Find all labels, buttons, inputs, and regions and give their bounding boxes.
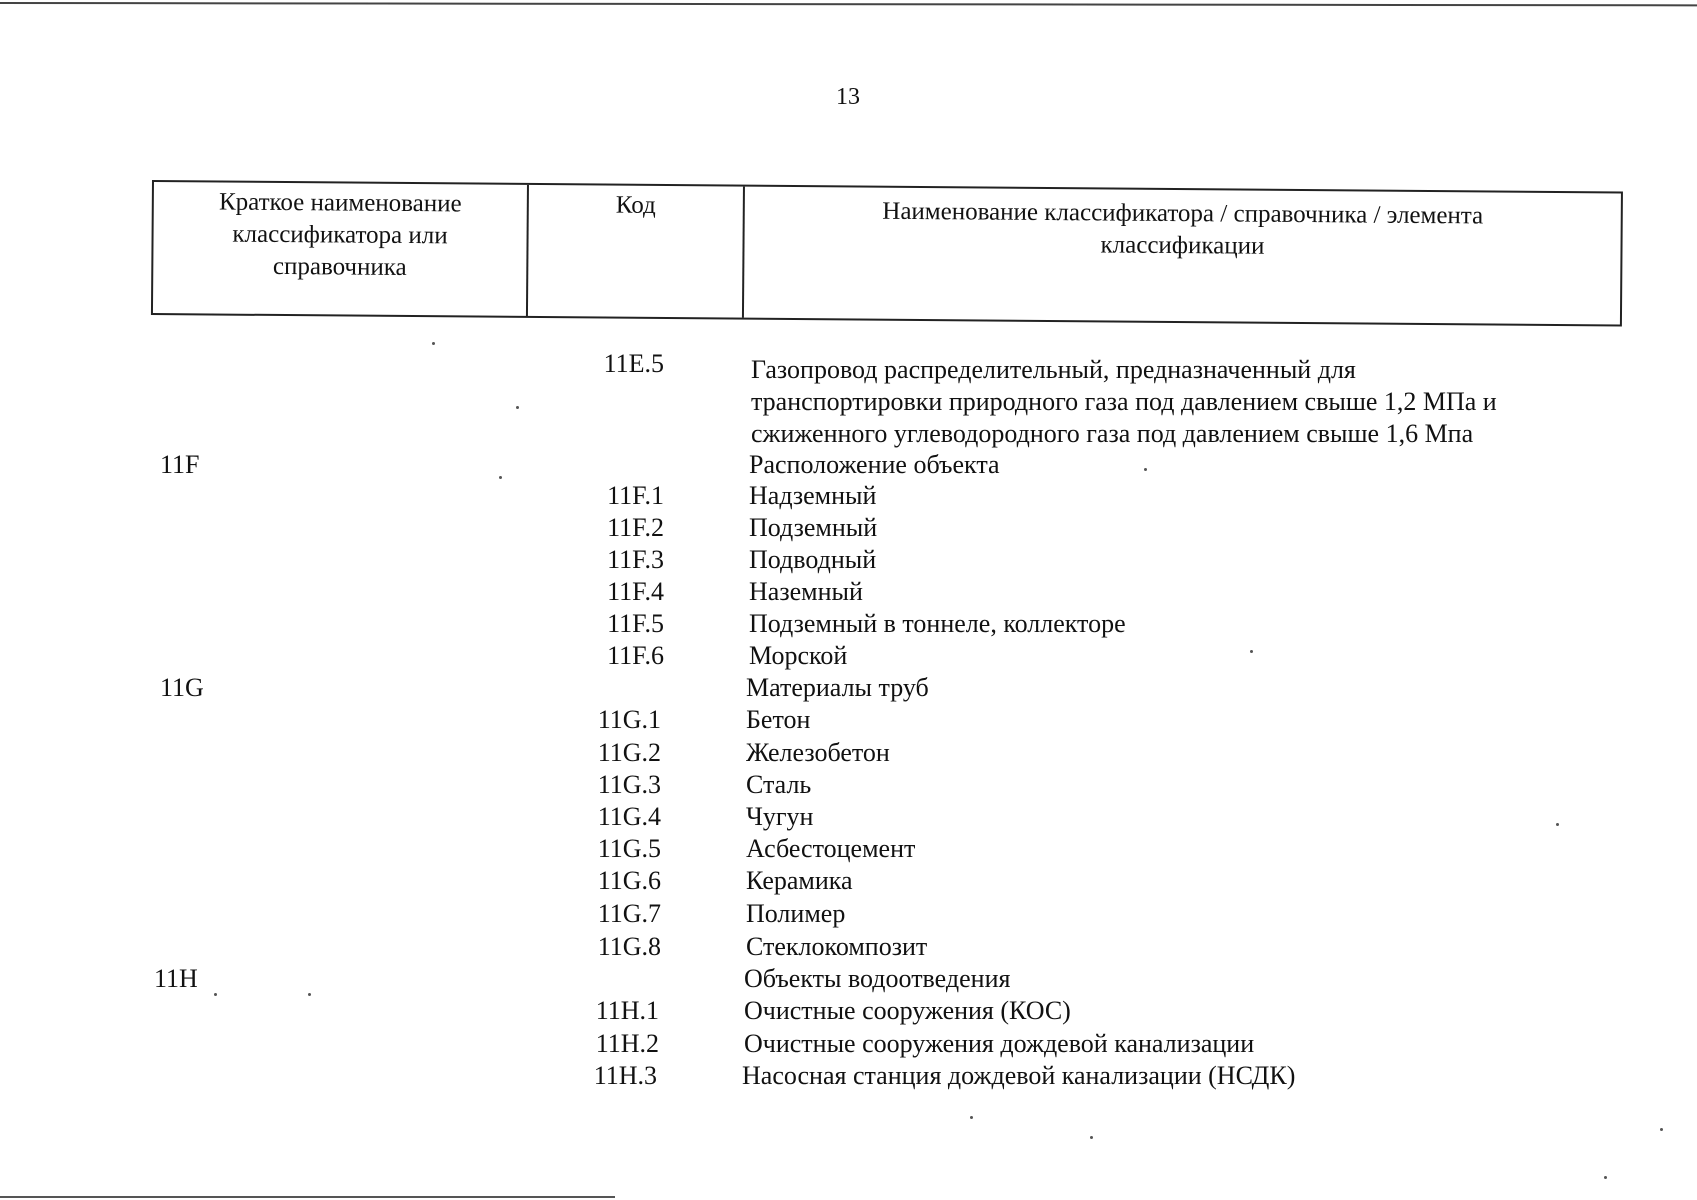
row-code: 11H.1 bbox=[595, 996, 659, 1025]
row-name: Материалы труб bbox=[746, 673, 929, 702]
scan-speck bbox=[499, 476, 502, 479]
row-code: 11G.1 bbox=[597, 705, 661, 734]
scan-speck bbox=[432, 342, 435, 345]
row-code: 11G.7 bbox=[597, 899, 661, 928]
row-code: 11F.6 bbox=[607, 641, 664, 670]
row-name: Расположение объекта bbox=[749, 450, 1000, 479]
row-name: Стеклокомпозит bbox=[746, 932, 928, 961]
header-short-name: Краткое наименование классификатора или справочника bbox=[218, 188, 462, 282]
row-name: Чугун bbox=[746, 802, 814, 831]
scan-speck bbox=[970, 1116, 973, 1119]
scan-speck bbox=[1604, 1176, 1607, 1179]
scan-speck bbox=[516, 406, 519, 409]
description-line: Газопровод распределительный, предназначенный для bbox=[751, 355, 1356, 384]
row-name: Надземный bbox=[749, 481, 877, 510]
row-name: Полимер bbox=[746, 899, 846, 928]
row-code: 11G.5 bbox=[597, 834, 661, 863]
row-code: 11F.1 bbox=[607, 481, 664, 510]
row-code: 11F.3 bbox=[607, 545, 664, 574]
row-name: Очистные сооружения дождевой канализации bbox=[744, 1029, 1255, 1058]
scan-edge-bottom bbox=[0, 1196, 615, 1198]
row-group-code: 11F bbox=[160, 450, 200, 479]
row-code: 11G.8 bbox=[597, 932, 661, 961]
row-code: 11E.5 bbox=[603, 349, 664, 378]
row-code: 11F.4 bbox=[607, 577, 664, 606]
row-name: Подводный bbox=[749, 545, 877, 574]
row-name: Подземный в тоннеле, коллекторе bbox=[749, 609, 1126, 638]
row-name: Морской bbox=[749, 641, 848, 670]
scan-speck bbox=[1090, 1136, 1093, 1139]
row-name: Бетон bbox=[746, 705, 811, 734]
row-group-code: 11G bbox=[160, 673, 204, 702]
row-name: Очистные сооружения (КОС) bbox=[744, 996, 1071, 1025]
scan-speck bbox=[214, 993, 217, 996]
row-name: Наземный bbox=[749, 577, 863, 606]
row-group-code: 11H bbox=[154, 964, 198, 993]
row-name: Железобетон bbox=[746, 738, 890, 767]
row-name: Объекты водоотведения bbox=[744, 964, 1011, 993]
row-code: 11G.3 bbox=[597, 770, 661, 799]
row-name: Сталь bbox=[746, 770, 812, 799]
row-name: Керамика bbox=[746, 866, 853, 895]
row-name: Подземный bbox=[749, 513, 878, 542]
row-description bbox=[751, 354, 1631, 450]
page-number: 13 bbox=[836, 84, 860, 110]
row-name: Насосная станция дождевой канализации (НСДК) bbox=[742, 1061, 1296, 1090]
description-line: сжиженного углеводородного газа под давлением свыше 1,6 Мпа bbox=[751, 419, 1474, 448]
scan-speck bbox=[308, 993, 311, 996]
row-code: 11G.4 bbox=[597, 802, 661, 831]
scan-speck bbox=[1660, 1128, 1663, 1131]
scan-speck bbox=[1144, 468, 1147, 471]
scan-speck bbox=[1250, 650, 1253, 653]
row-code: 11F.2 bbox=[607, 513, 664, 542]
row-code: 11H.2 bbox=[595, 1029, 659, 1058]
row-code: 11G.6 bbox=[597, 866, 661, 895]
row-code: 11H.3 bbox=[593, 1061, 657, 1090]
header-full-name: Наименование классификатора / справочника / элемента классификации bbox=[742, 187, 1621, 325]
row-code: 11F.5 bbox=[607, 609, 664, 638]
row-code: 11G.2 bbox=[597, 738, 661, 767]
description-line: транспортировки природного газа под давлением свыше 1,2 МПа и bbox=[751, 387, 1497, 416]
header-code: Код bbox=[526, 185, 743, 318]
row-name: Асбестоцемент bbox=[746, 834, 916, 863]
scan-speck bbox=[1556, 823, 1559, 826]
